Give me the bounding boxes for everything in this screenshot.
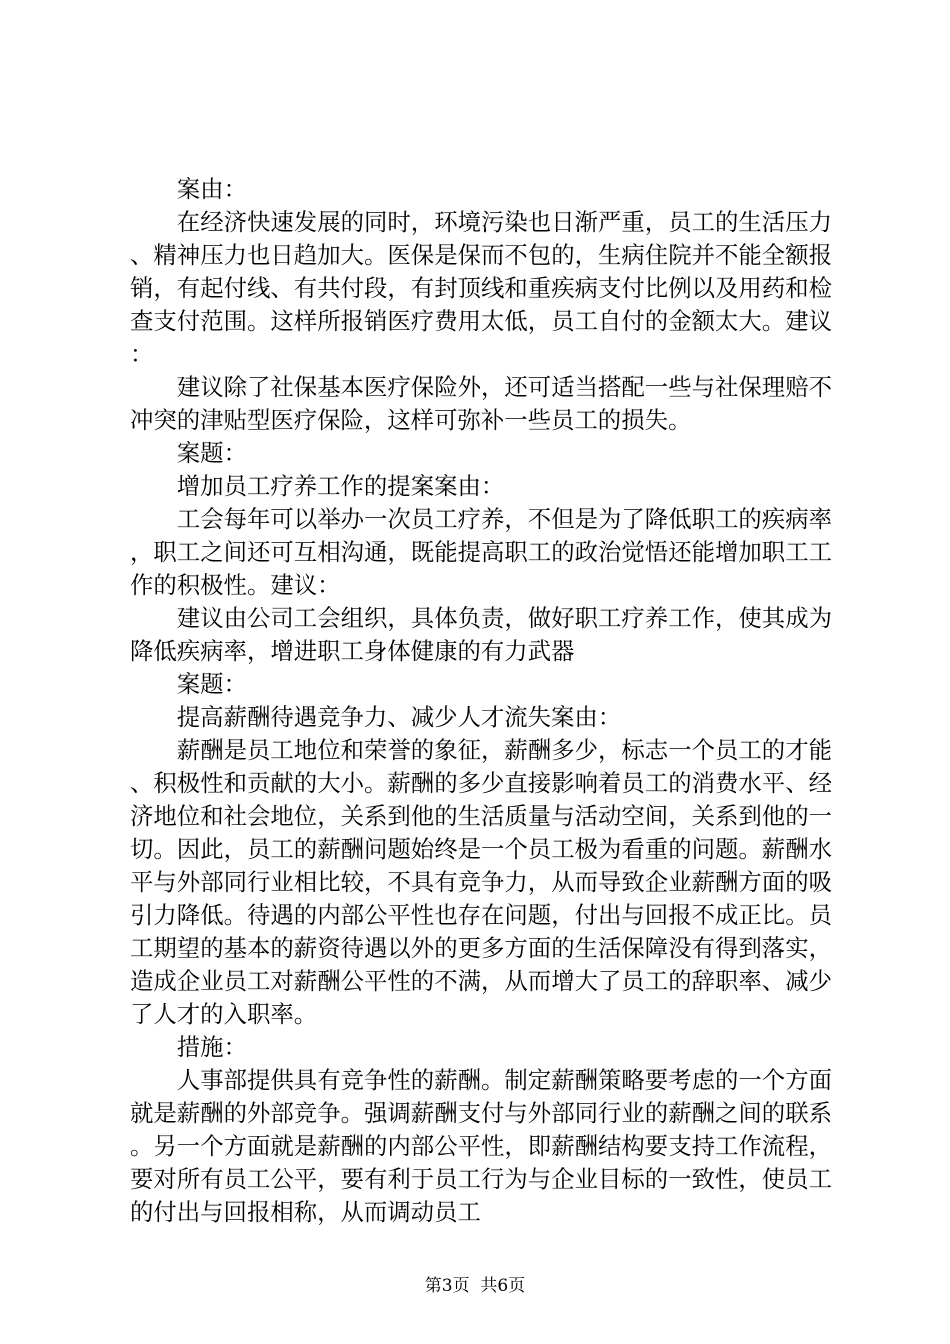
heading-case-reason-1: 案由：	[176, 175, 247, 203]
page-number: 第3页 共6页	[424, 1276, 526, 1296]
paragraph-recuperation-suggestion: 建议由公司工会组织，具体负责，做好职工疗养工作，使其成为降低疾病率，增进职工身体健康的有力武器	[130, 604, 832, 665]
document-body	[130, 173, 832, 1229]
heading-case-title-1: 案题：	[176, 439, 247, 467]
paragraph-salary-measures: 人事部提供具有竞争性的薪酬。制定薪酬策略要考虑的一个方面就是薪酬的外部竞争。强调薪酬支付与外部同行业的薪酬之间的联系。另一个方面就是薪酬的内部公平性，即薪酬结构要支持工作流程，要对所有员工公平，要有利于员工行为与企业目标的一致性，使员工的付出与回报相称，从而调动员工	[130, 1066, 832, 1226]
heading-case-title-2: 案题：	[176, 670, 247, 698]
paragraph-medical-pressure: 在经济快速发展的同时，环境污染也日渐严重，员工的生活压力、精神压力也日趋加大。医保是保而不包的，生病住院并不能全额报销，有起付线、有共付段，有封顶线和重疾病支付比例以及用药和检查支付范围。这样所报销医疗费用太低，员工自付的金额太大。建议：	[130, 208, 832, 368]
heading-salary-proposal: 提高薪酬待遇竞争力、减少人才流失案由：	[176, 703, 622, 731]
paragraph-insurance-suggestion: 建议除了社保基本医疗保险外，还可适当搭配一些与社保理赔不冲突的津贴型医疗保险，这样可弥补一些员工的损失。	[130, 373, 832, 434]
paragraph-recuperation-reason: 工会每年可以举办一次员工疗养，不但是为了降低职工的疾病率，职工之间还可互相沟通，既能提高职工的政治觉悟还能增加职工工作的积极性。建议：	[130, 505, 832, 599]
heading-measures: 措施：	[176, 1033, 247, 1061]
heading-recuperation-proposal: 增加员工疗养工作的提案案由：	[176, 472, 505, 500]
paragraph-salary-reason: 薪酬是员工地位和荣誉的象征，薪酬多少，标志一个员工的才能、积极性和贡献的大小。薪酬的多少直接影响着员工的消费水平、经济地位和社会地位，关系到他的生活质量与活动空间，关系到他的一切。因此，员工的薪酬问题始终是一个员工极为看重的问题。薪酬水平与外部同行业相比较，不具有竞争力，从而导致企业薪酬方面的吸引力降低。待遇的内部公平性也存在问题，付出与回报不成正比。员工期望的基本的薪资待遇以外的更多方面的生活保障没有得到落实，造成企业员工对薪酬公平性的不满，从而增大了员工的辞职率、减少了人才的入职率。	[130, 736, 832, 1028]
page-footer	[0, 1275, 950, 1297]
